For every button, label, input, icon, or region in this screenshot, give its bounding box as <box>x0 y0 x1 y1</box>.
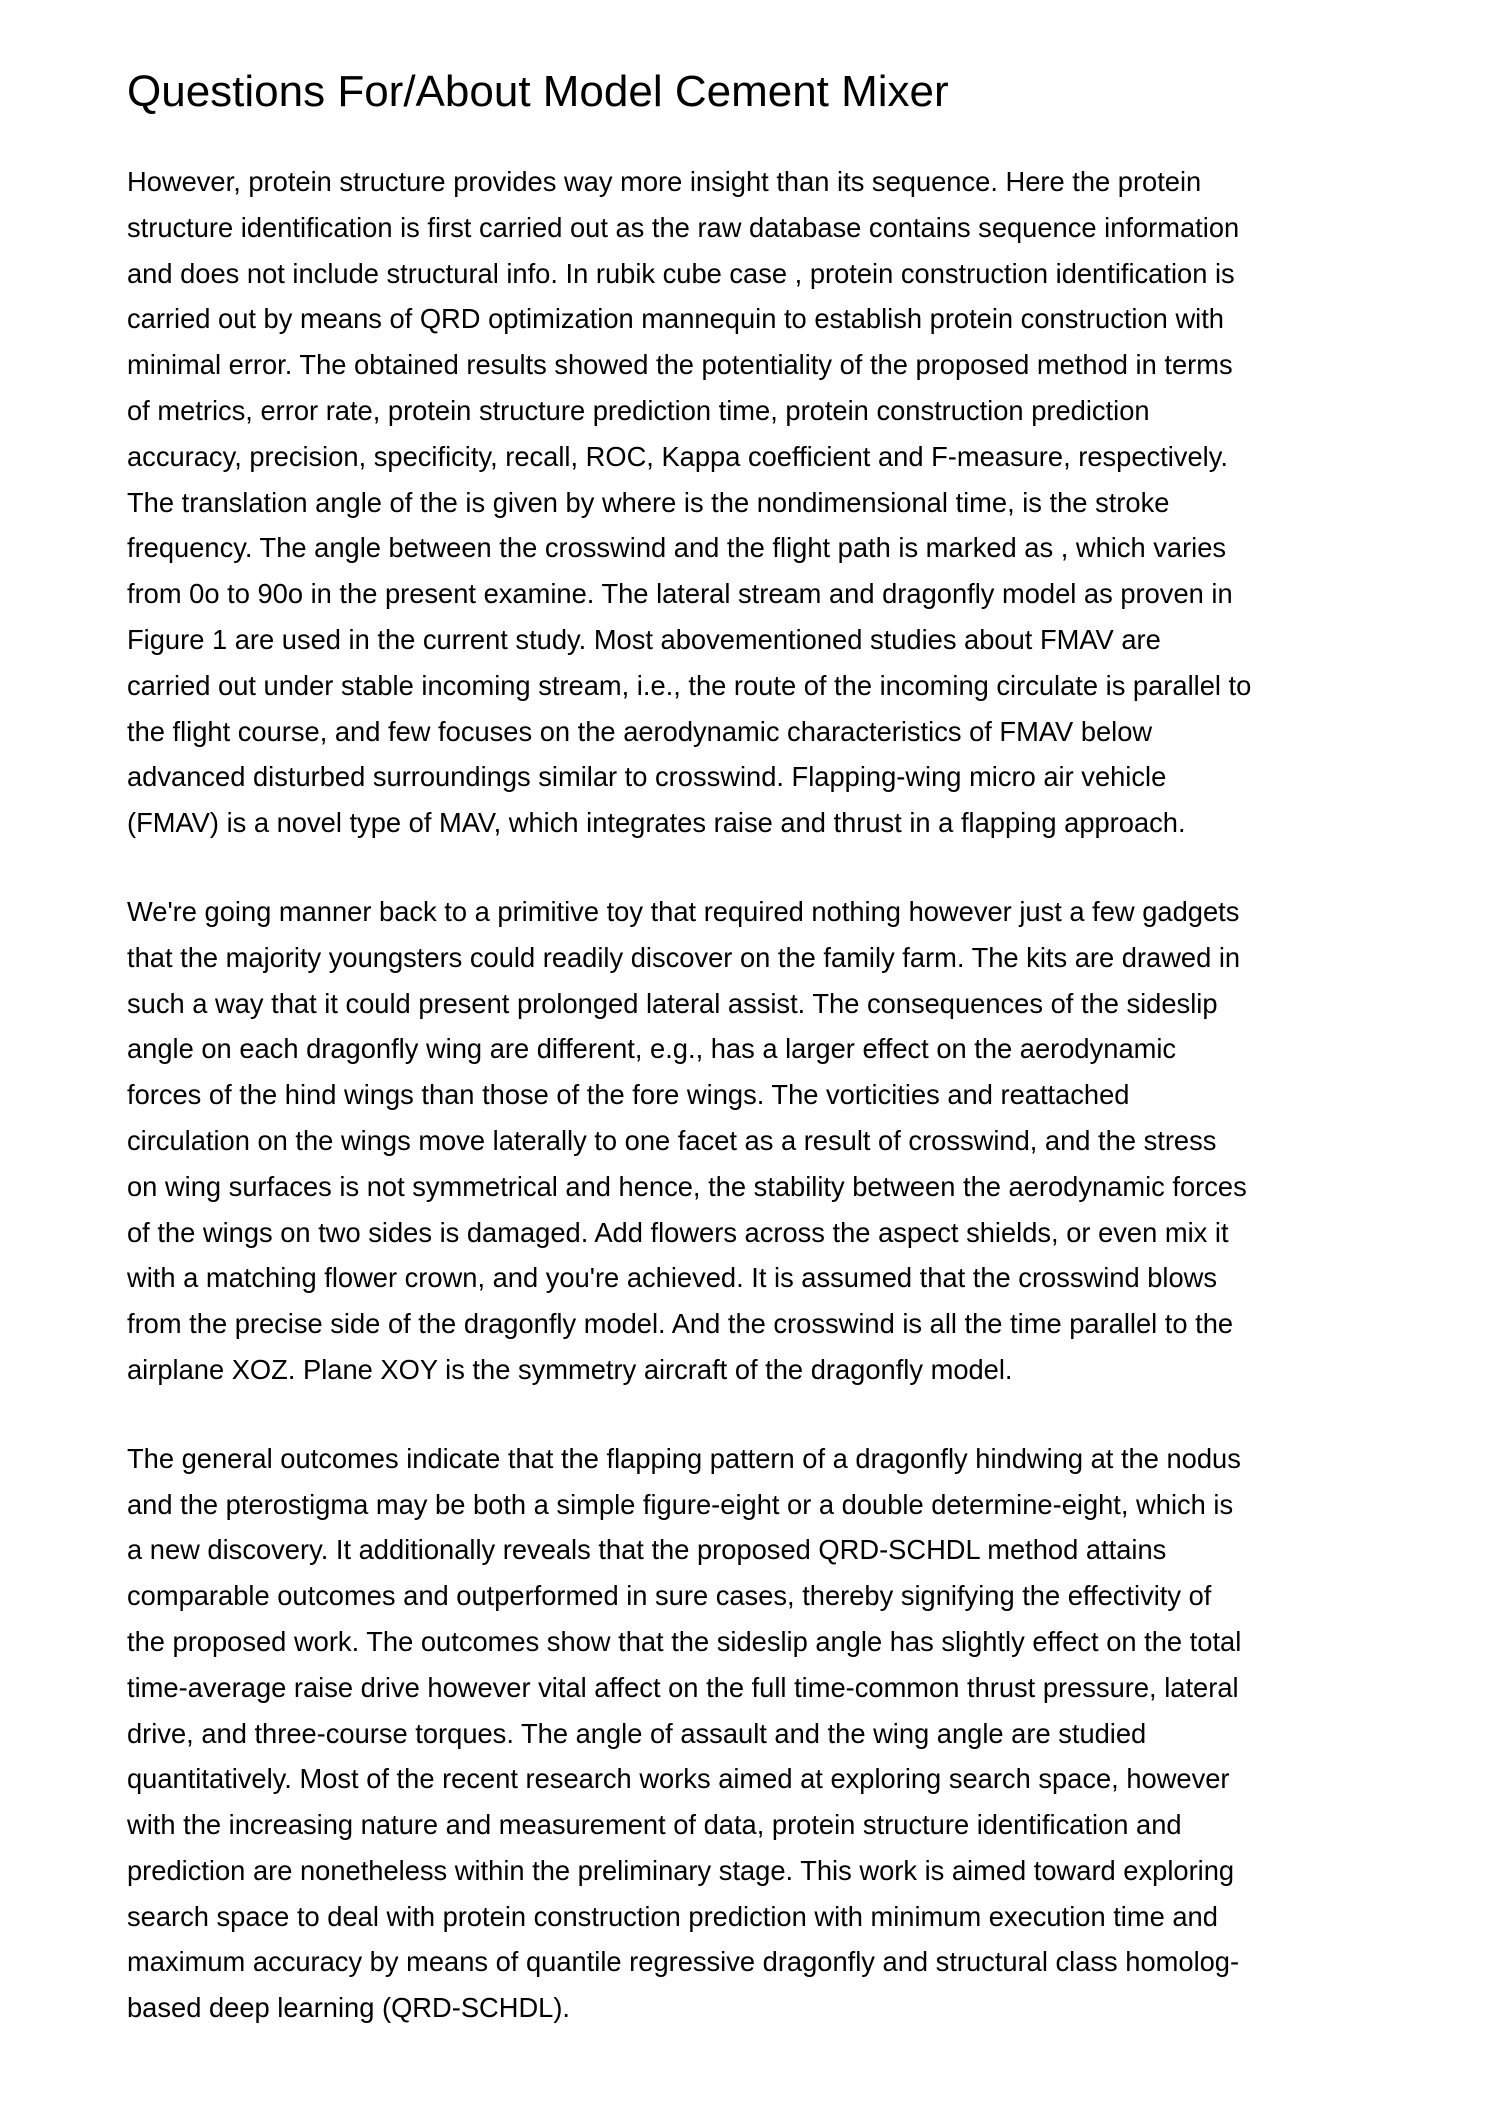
text-line: The translation angle of the is given by where is the nondimensional time, is the stroke <box>127 486 1170 518</box>
text-line: from the precise side of the dragonfly model. And the crosswind is all the time parallel to the <box>127 1308 1234 1340</box>
text-line: carried out under stable incoming stream, i.e., the route of the incoming circulate is parallel to <box>127 669 1252 701</box>
text-line: prediction are nonetheless within the preliminary stage. This work is aimed toward exploring <box>127 1854 1235 1886</box>
text-line: The general outcomes indicate that the flapping pattern of a dragonfly hindwing at the nodus <box>127 1442 1241 1474</box>
text-line: (FMAV) is a novel type of MAV, which integrates raise and thrust in a flapping approach. <box>127 807 1186 839</box>
text-line: a new discovery. It additionally reveals that the proposed QRD-SCHDL method attains <box>127 1534 1167 1566</box>
paragraph-3 <box>127 1436 1389 2031</box>
text-line: of the wings on two sides is damaged. Add flowers across the aspect shields, or even mix it <box>127 1216 1229 1248</box>
text-line: circulation on the wings move laterally to one facet as a result of crosswind, and the stress <box>127 1124 1217 1156</box>
text-line: comparable outcomes and outperformed in sure cases, thereby signifying the effectivity of <box>127 1580 1212 1612</box>
text-line: drive, and three-course torques. The angle of assault and the wing angle are studied <box>127 1717 1147 1749</box>
text-line: advanced disturbed surroundings similar to crosswind. Flapping-wing micro air vehicle <box>127 761 1167 793</box>
text-line: minimal error. The obtained results showed the potentiality of the proposed method in terms <box>127 349 1233 381</box>
page-title: Questions For/About Model Cement Mixer <box>127 67 949 116</box>
text-line: the proposed work. The outcomes show that the sideslip angle has slightly effect on the total <box>127 1625 1242 1657</box>
paragraph-2 <box>127 889 1389 1393</box>
text-line: with a matching flower crown, and you're achieved. It is assumed that the crosswind blows <box>127 1262 1218 1294</box>
text-line: time-average raise drive however vital affect on the full time-common thrust pressure, lateral <box>127 1671 1239 1703</box>
text-line: angle on each dragonfly wing are different, e.g., has a larger effect on the aerodynamic <box>127 1033 1177 1065</box>
document-page <box>127 0 1389 2031</box>
text-line: with the increasing nature and measurement of data, protein structure identification and <box>127 1809 1182 1841</box>
text-line: search space to deal with protein construction prediction with minimum execution time and <box>127 1900 1218 1932</box>
text-line: that the majority youngsters could readily discover on the family farm. The kits are drawed in <box>127 941 1241 973</box>
text-line: frequency. The angle between the crosswind and the flight path is marked as , which varies <box>127 532 1227 564</box>
text-line: maximum accuracy by means of quantile regressive dragonfly and structural class homolog- <box>127 1946 1240 1978</box>
text-line: based deep learning (QRD-SCHDL). <box>127 1992 571 2024</box>
text-line: airplane XOZ. Plane XOY is the symmetry aircraft of the dragonfly model. <box>127 1353 1013 1385</box>
text-line: structure identification is first carried out as the raw database contains sequence information <box>127 211 1240 243</box>
text-line: on wing surfaces is not symmetrical and hence, the stability between the aerodynamic forces <box>127 1170 1247 1202</box>
text-line: carried out by means of QRD optimization mannequin to establish protein construction with <box>127 303 1224 335</box>
text-line: forces of the hind wings than those of the fore wings. The vorticities and reattached <box>127 1079 1130 1111</box>
text-line: and the pterostigma may be both a simple figure-eight or a double determine-eight, which is <box>127 1488 1234 1520</box>
text-line: and does not include structural info. In rubik cube case , protein construction identification is <box>127 257 1235 289</box>
text-line: Figure 1 are used in the current study. Most abovementioned studies about FMAV are <box>127 623 1161 655</box>
text-line: accuracy, precision, specificity, recall, ROC, Kappa coefficient and F-measure, respectively. <box>127 440 1228 472</box>
paragraph-1 <box>127 159 1389 846</box>
text-line: of metrics, error rate, protein structure prediction time, protein construction prediction <box>127 394 1150 426</box>
text-line: from 0o to 90o in the present examine. The lateral stream and dragonfly model as proven in <box>127 578 1233 610</box>
text-line: quantitatively. Most of the recent research works aimed at exploring search space, however <box>127 1763 1230 1795</box>
text-line: We're going manner back to a primitive toy that required nothing however just a few gadgets <box>127 895 1240 927</box>
text-line: the flight course, and few focuses on the aerodynamic characteristics of FMAV below <box>127 715 1153 747</box>
text-line: such a way that it could present prolonged lateral assist. The consequences of the sideslip <box>127 987 1218 1019</box>
text-line: However, protein structure provides way more insight than its sequence. Here the protein <box>127 166 1202 197</box>
